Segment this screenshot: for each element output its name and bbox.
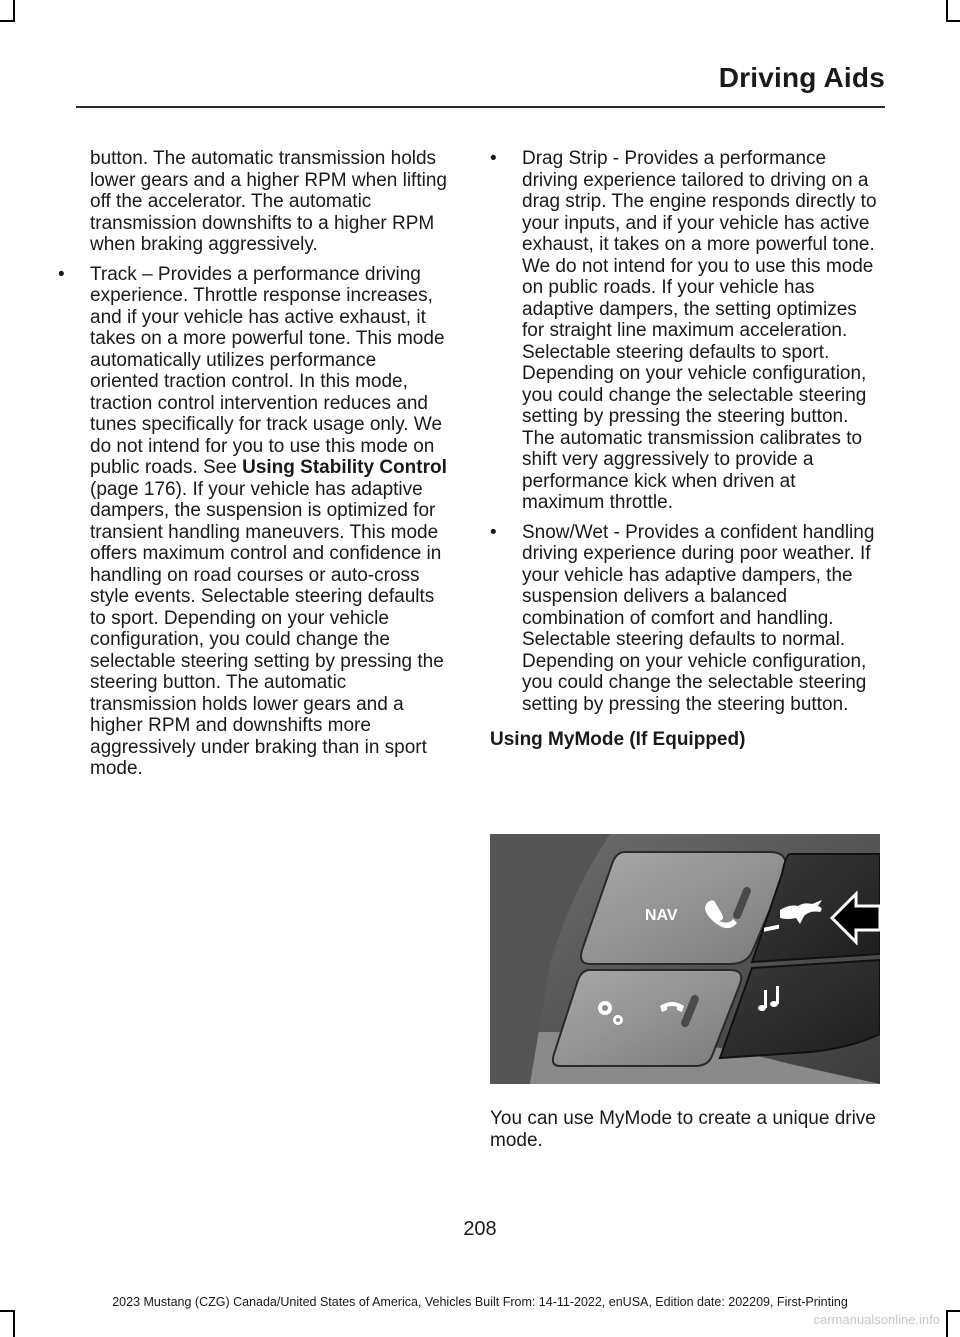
bullet-marker: •	[490, 521, 497, 543]
crop-mark	[0, 20, 14, 22]
left-column	[58, 148, 450, 788]
edition-footer: 2023 Mustang (CZG) Canada/United States of America, Vehicles Built From: 14-11-2022, enUSA, Edition date: 202209, First-Printing	[112, 1295, 848, 1309]
crop-mark	[946, 1310, 960, 1312]
page-section-title: Driving Aids	[718, 62, 885, 93]
bullet-item-track	[58, 264, 450, 780]
bullet-item-snow-wet	[490, 522, 882, 716]
bullet-text: Snow/Wet - Provides a confident handling driving experience during poor weather. If your vehicle has adaptive dampers, the suspension delivers a balanced combination of comfort and handling. Selectable steering defaults to normal. Depending on your vehicle configuration, you could change the selectable steering setting by pressing the steering button.	[522, 521, 875, 715]
track-text-after: (page 176). If your vehicle has adaptive dampers, the suspension is optimized for transient handling maneuvers. This mode offers maximum control and confidence in handling on road courses or auto-cross style events. Selectable steering defaults to sport. Depending on your vehicle configuration, you could change the selectable steering setting by pressing the steering button. The automatic transmission holds lower gears and a higher RPM and downshifts more aggressively under braking than in sport mode.	[90, 478, 444, 779]
figure-caption: You can use MyMode to create a unique drive mode.	[490, 1108, 876, 1151]
page-number: 208	[463, 1218, 497, 1240]
settings-hangup-button[interactable]	[553, 970, 741, 1066]
bullet-item-drag-strip	[490, 148, 882, 514]
crop-mark	[946, 20, 960, 22]
steering-wheel-controls-illustration	[490, 834, 880, 1084]
bullet-marker: •	[58, 263, 65, 285]
bullet-text: Drag Strip - Provides a performance driving experience tailored to driving on a drag strip. The engine responds directly to your inputs, and if your vehicle has active exhaust, it takes on a more powerful tone. We do not intend for you to use this mode on public roads. If your vehicle has adaptive dampers, the setting optimizes for straight line maximum acceleration. Selectable steering defaults to sport. Depending on your vehicle configuration, you could change the selectable steering setting by pressing the steering button. The automatic transmission calibrates to shift very aggressively to provide a performance kick when driven at maximum throttle.	[522, 148, 877, 513]
bullet-marker: •	[490, 148, 497, 169]
crop-mark	[13, 0, 15, 22]
track-text-before: Track – Provides a performance driving experience. Throttle response increases, and if your vehicle has active exhaust, it takes on a more powerful tone. This mode automatically utilizes performance oriented traction control. In this mode, traction control intervention reduces and tunes specifically for track usage only. We do not intend for you to use this mode on public roads. See	[90, 263, 445, 478]
crop-mark	[946, 1310, 948, 1337]
nav-label: NAV	[645, 907, 678, 924]
header-divider	[76, 106, 885, 108]
crop-mark	[13, 1310, 15, 1337]
crop-mark	[946, 0, 948, 22]
cross-reference-link[interactable]: Using Stability Control	[242, 457, 447, 478]
section-heading: Using MyMode (If Equipped)	[490, 729, 746, 750]
watermark: carmanualsonline.info	[813, 1312, 940, 1327]
crop-mark	[0, 1310, 14, 1312]
right-column	[490, 148, 882, 751]
continued-paragraph: button. The automatic transmission holds lower gears and a higher RPM when lifting off the accelerator. The automatic transmission downshifts to a higher RPM when braking aggressively.	[90, 148, 447, 255]
